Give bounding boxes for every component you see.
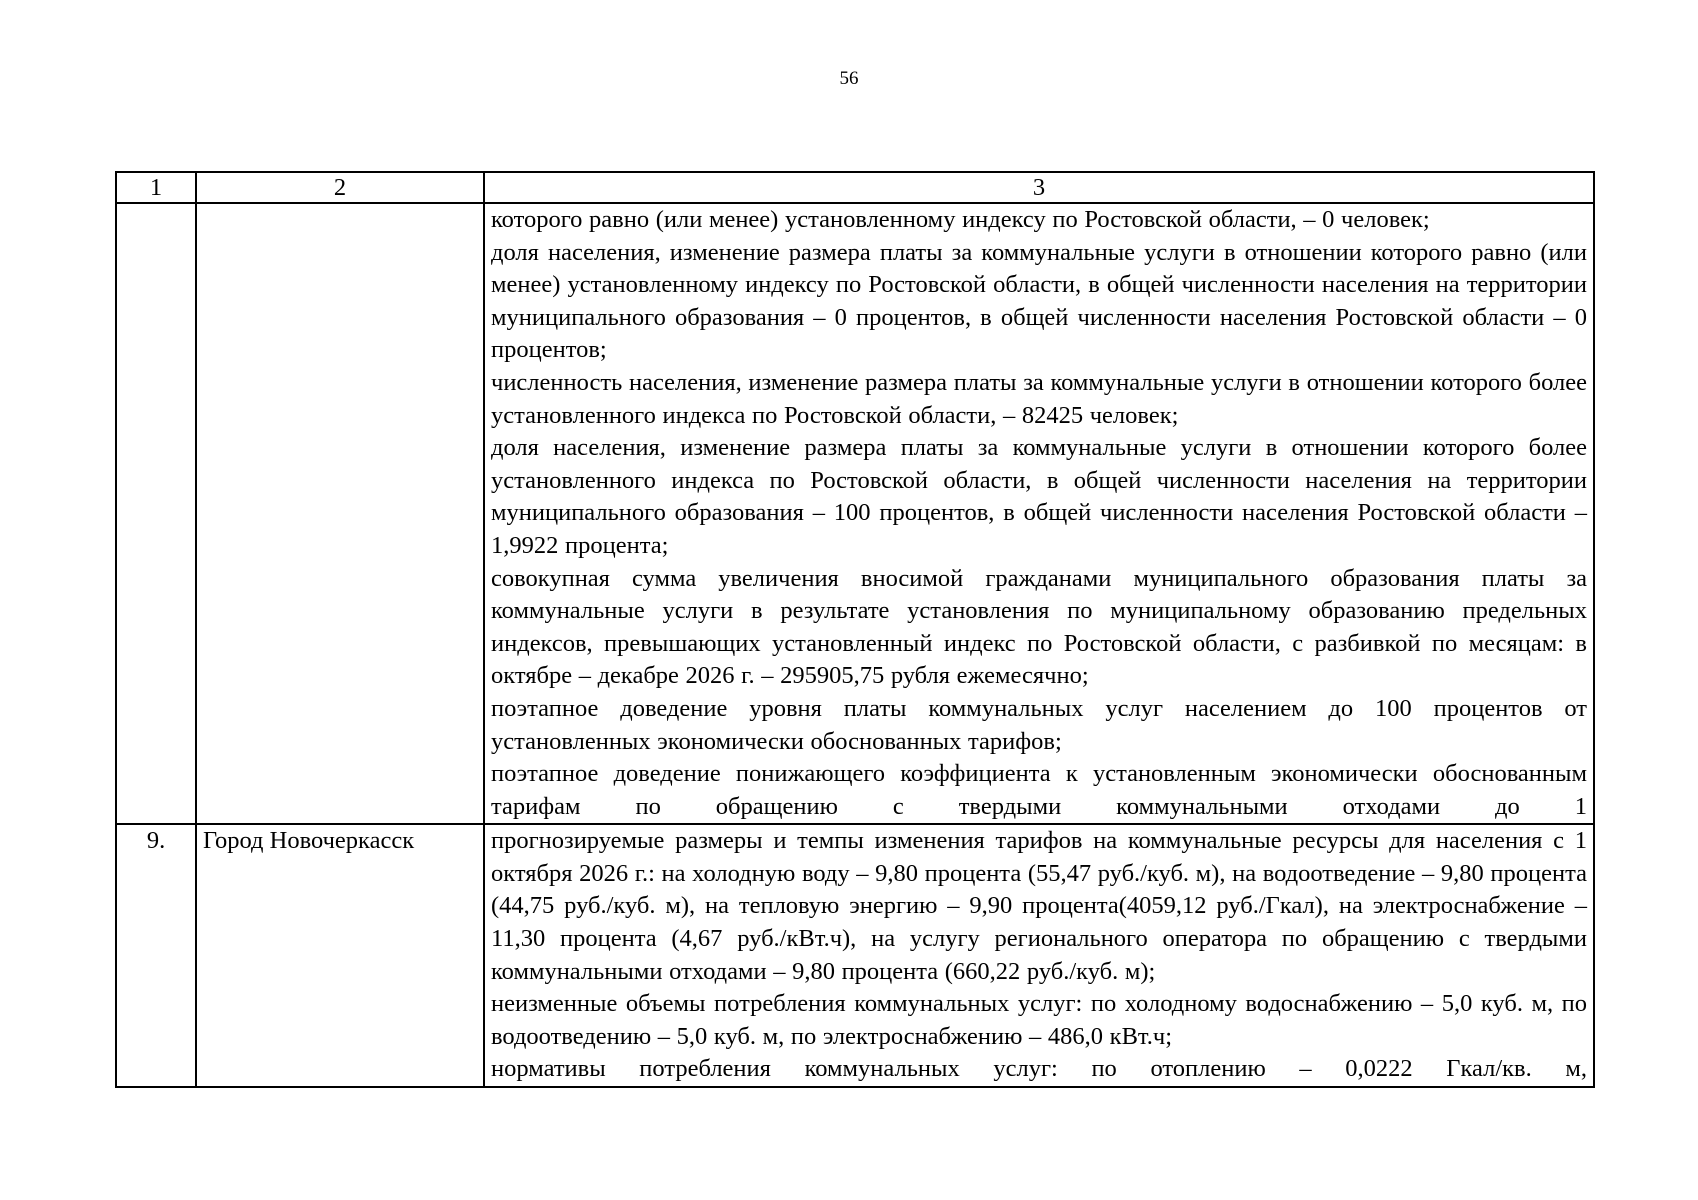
municipality-cell: Город Новочеркасск: [196, 824, 484, 1087]
table-header-row: [116, 172, 1594, 203]
row-number-cell: [116, 203, 196, 824]
paragraph: которого равно (или менее) установленному индексу по Ростовской области, – 0 человек;: [491, 206, 1430, 233]
paragraph: доля населения, изменение размера платы за коммунальные услуги в отношении которого равно (или менее) установленному индексу по Ростовской области, в общей численности населения на территории муниципального образования – 0 процентов, в общей численности населения Ростовской области – 0 процентов;: [491, 238, 1587, 364]
description-cell: [484, 203, 1594, 824]
paragraph: доля населения, изменение размера платы за коммунальные услуги в отношении которого более установленного индекса по Ростовской области, в общей численности населения на территории муниципального образования – 100 процентов, в общей численности населения Ростовской области – 1,9922 процента;: [491, 434, 1587, 559]
header-cell-3: 3: [484, 172, 1594, 203]
paragraph: поэтапное доведение понижающего коэффициента к установленным экономически обоснованным тарифам по обращению с твердыми коммунальными отходами до 1: [491, 760, 1587, 820]
paragraph: численность населения, изменение размера платы за коммунальные услуги в отношении которого более установленного индекса по Ростовской области, – 82425 человек;: [491, 368, 1587, 429]
paragraph: неизменные объемы потребления коммунальных услуг: по холодному водоснабжению – 5,0 куб. м, по водоотведению – 5,0 куб. м, по электроснабжению – 486,0 кВт.ч;: [491, 990, 1587, 1050]
table-row: [116, 824, 1594, 1087]
description-cell: [484, 824, 1594, 1087]
header-cell-2: 2: [196, 172, 484, 203]
paragraph: прогнозируемые размеры и темпы изменения тарифов на коммунальные ресурсы для населения с 1 октября 2026 г.: на холодную воду – 9,80 процента (55,47 руб./куб. м), на водоотведение – 9,80 процента (44,75 руб./куб. м), на тепловую энергию – 9,90 процента(4059,12 руб./Гкал), на электроснабжение – 11,30 процента (4,67 руб./кВт.ч), на услугу регионального оператора по обращению с твердыми коммунальными отходами – 9,80 процента (660,22 руб./куб. м);: [491, 827, 1587, 985]
paragraph: нормативы потребления коммунальных услуг: по отоплению – 0,0222 Гкал/кв. м,: [491, 1055, 1587, 1083]
paragraph: поэтапное доведение уровня платы коммунальных услуг населением до 100 процентов от установленных экономически обоснованных тарифов;: [491, 694, 1587, 755]
row-number-cell: 9.: [116, 824, 196, 1087]
header-cell-1: 1: [116, 172, 196, 203]
paragraph: совокупная сумма увеличения вносимой гражданами муниципального образования платы за коммунальные услуги в результате установления по муниципальному образованию предельных индексов, превышающих установленный индекс по Ростовской области, с разбивкой по месяцам: в октябре – декабре 2026 г. – 295905,75 рубля ежемесячно;: [491, 564, 1587, 690]
data-table: [115, 171, 1595, 1088]
table-row: [116, 203, 1594, 824]
page-number: 56: [839, 68, 859, 89]
municipality-cell: [196, 203, 484, 824]
